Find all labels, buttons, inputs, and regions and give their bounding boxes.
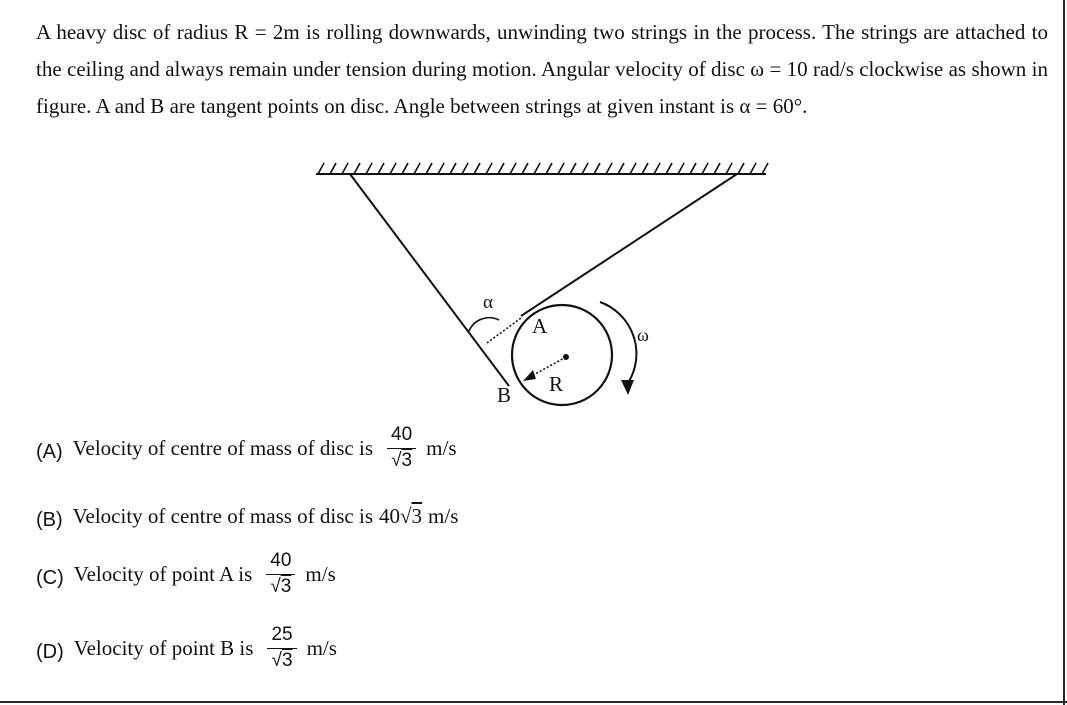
label-r: R (549, 372, 564, 396)
label-b: B (497, 383, 512, 407)
option-d: (D) Velocity of point B is $\frac{25}{√3}$ m/s (36, 624, 337, 671)
option-a: (A) Velocity of centre of mass of disc is $\frac{40}{√3}$ m/s (36, 424, 457, 471)
label-alpha: α (483, 292, 493, 313)
left-string (350, 174, 509, 386)
label-omega: ω (637, 325, 649, 345)
option-b: (B) Velocity of centre of mass of disc is 40 √ 3 m/s (36, 504, 459, 531)
omega-arrow-arc (600, 302, 636, 383)
label-a: A (532, 314, 548, 338)
omega-arrowhead (621, 380, 634, 395)
alpha-arc (469, 318, 499, 331)
right-string (521, 174, 737, 316)
radius-arrowhead (523, 370, 536, 381)
fraction: $\frac{40}{√3}$ (266, 550, 295, 598)
option-c: (C) Velocity of point A is $\frac{40}{√3}$ m/s (36, 550, 336, 597)
ceiling (316, 163, 768, 174)
fraction: $\frac{40}{√3}$ (387, 424, 416, 472)
ceiling-hatching (318, 163, 768, 174)
fraction: $\frac{25}{√3}$ (267, 624, 296, 672)
alpha-dotted-line (487, 318, 521, 343)
question-text: A heavy disc of radius R = 2m is rolling downwards, unwinding two strings in the process. The strings are attached to the ceiling and always remain under tension during motion. Angular velocity of disc ω = 10 rad/s clockwise as shown in figure. A and B are tangent points on disc. Angle between strings at given instant is α = 60°. (36, 20, 1048, 118)
